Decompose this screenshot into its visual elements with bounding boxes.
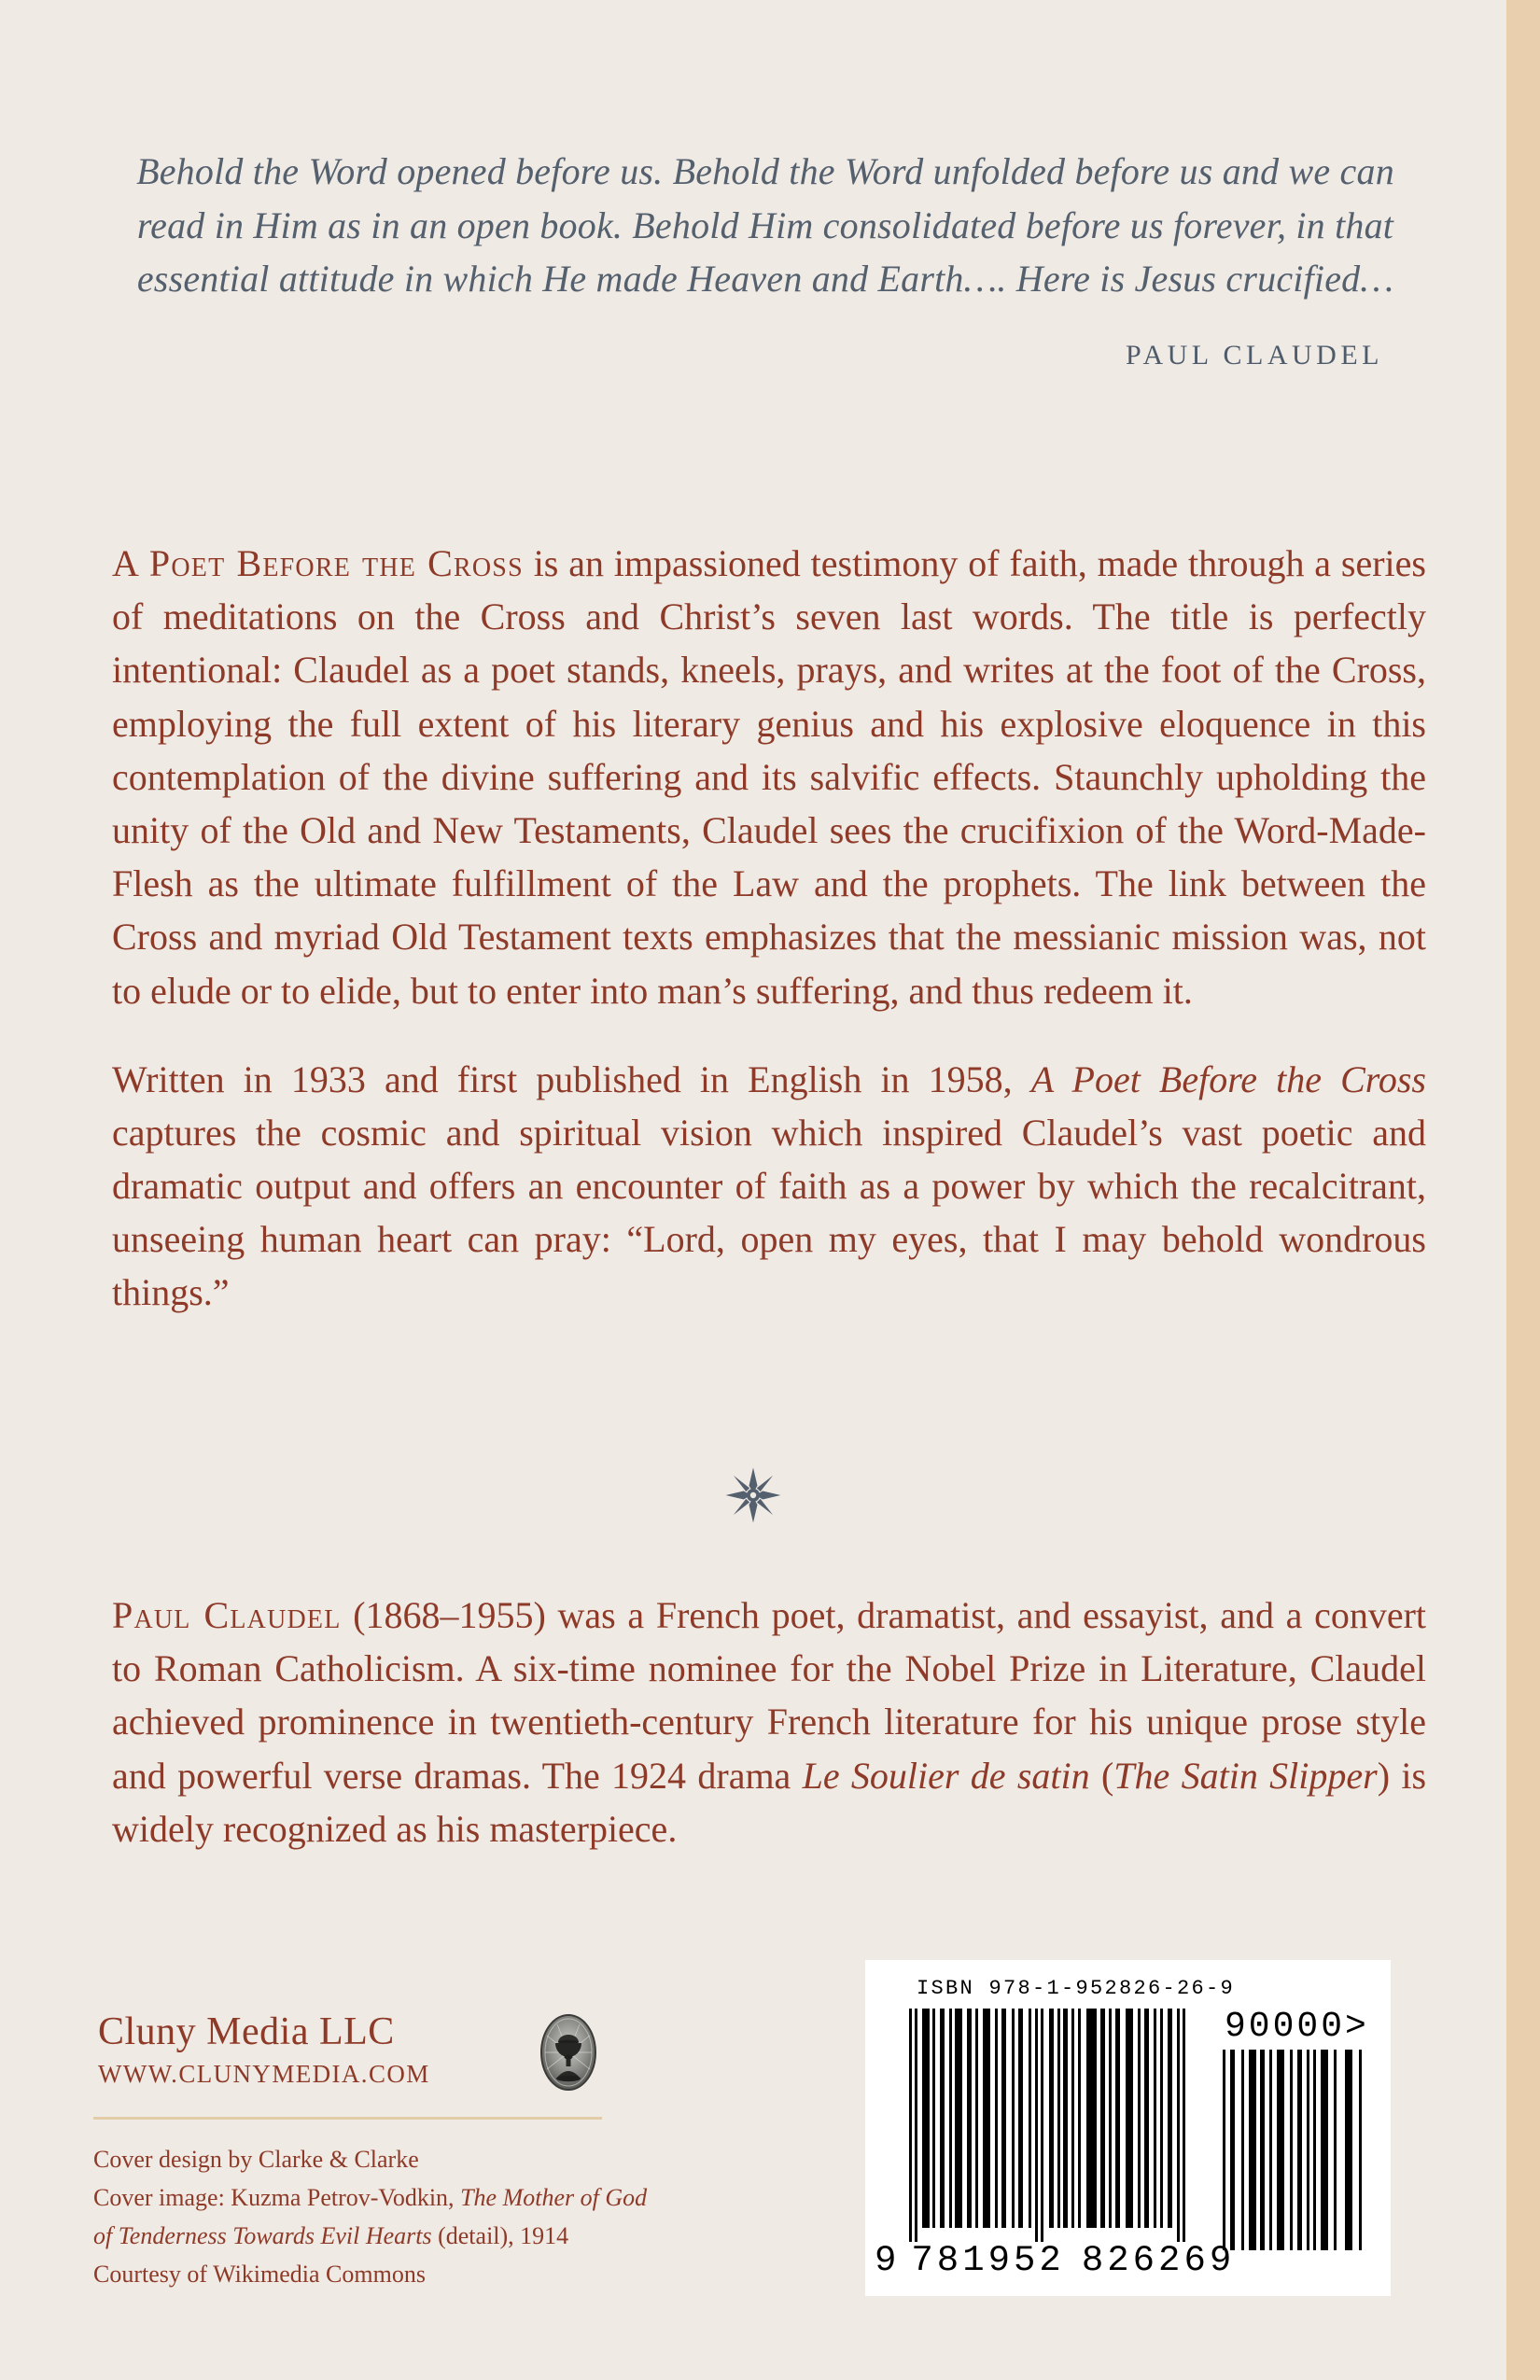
publisher-names [93,2011,430,2089]
description-paragraph-1 [112,537,1426,1017]
book-title-smallcaps: A Poet Before the Cross [112,542,524,584]
ean-digit-group-1: 781952 [911,2240,1065,2281]
credit-line [93,2178,719,2217]
credit-prefix: Cover design by Clarke & Clarke [93,2146,419,2173]
description-paragraph-2-text: captures the cosmic and spiritual vision which inspired Claudel’s vast poetic and dramatic output and offers an encounter of faith as a power by which the recalcitrant, unseeing human heart can pray: “Lord, open my eyes, that I may behold wondrous things.” [112,1111,1426,1314]
eight-pointed-star-icon [723,1465,783,1525]
spine-strip [1506,0,1540,2380]
epigraph-text: Behold the Word opened before us. Behold the Word unfolded before us and we can read in Him as in an open book. Behold Him consolidated before us forever, in that essential attitude in which He made Heaven and Earth…. Here is Jesus crucified… [136,150,1394,301]
author-bio-block [112,1589,1426,1855]
ean-digit-group-2: 826269 [1081,2240,1236,2281]
publisher-name: Cluny Media LLC [98,2010,395,2053]
ean-digit-lead: 9 [875,2240,897,2281]
author-bio-segment-3: ) is widely recognized as his masterpiece. [112,1754,1427,1850]
credit-prefix: Courtesy of Wikimedia Commons [93,2261,426,2289]
barcode-panel [865,1960,1391,2296]
ean5-addon-barcode-icon [1223,2050,1367,2250]
publisher-row [93,2011,719,2096]
credit-line [93,2255,719,2293]
description-paragraph-1-text: is an impassioned testimony of faith, made through a series of meditations on the Cross and Christ’s seven last words. The title is perfectly intentional: Claudel as a poet stands, kneels, prays, and writes at the foot of the Cross, employing the full extent of his literary genius and his explosive eloquence in this contemplation of the divine suffering and its salvific effects. Staunchly upholding the unity of the Old and New Testaments, Claudel sees the crucifixion of the Word-Made-Flesh as the ultimate fulfillment of the Law and the prophets. The link between the Cross and myriad Old Testament texts emphasizes that the messianic mission was, not to elude or to elide, but to enter into man’s suffering, and thus redeem it. [112,542,1426,1012]
ornament-divider [0,1465,1506,1525]
credits-block [93,2140,719,2293]
book-title-italic: A Poet Before the Cross [1030,1057,1426,1100]
publisher-url[interactable]: WWW.CLUNYMEDIA.COM [98,2060,430,2089]
work-title-italic-1: Le Soulier de satin [802,1754,1090,1797]
credit-line [93,2140,719,2178]
author-name-smallcaps: Paul Claudel [112,1594,342,1636]
author-bio-segment-2: ( [1089,1754,1114,1797]
credit-prefix: Cover image: Kuzma Petrov-Vodkin, [93,2184,461,2212]
author-bio-paragraph [112,1589,1426,1855]
ean13-barcode-icon [909,2009,1208,2242]
chalice-medallion-logo-icon [539,2013,597,2092]
ean13-digits [875,2240,1236,2281]
epigraph-attribution: PAUL CLAUDEL [1126,339,1383,371]
publisher-logo [539,2013,597,2096]
credit-line [93,2217,719,2255]
colophon-block [93,2011,719,2293]
description-paragraph-2 [112,1053,1426,1320]
price-addon-digits: 90000> [1225,2007,1369,2047]
work-title-italic-2: The Satin Slipper [1113,1754,1378,1797]
credit-suffix: (detail), 1914 [431,2222,569,2250]
credit-italic: The Mother of God [460,2184,648,2212]
colophon-divider-rule [93,2117,602,2120]
epigraph-block [112,145,1419,371]
description-block [112,537,1426,1320]
isbn-label: ISBN 978-1-952826-26-9 [917,1977,1236,2000]
credit-italic: of Tenderness Towards Evil Hearts [93,2222,432,2250]
author-bio-segment-1: (1868–1955) was a French poet, dramatist, and essayist, and a convert to Roman Catholicism. A six-time nominee for the Nobel Prize in Literature, Claudel achieved prominence in twentieth-century French literature for his unique prose style and powerful verse dramas. The 1924 drama [112,1594,1427,1797]
description-paragraph-2-lead: Written in 1933 and first published in English in 1958, [112,1057,1031,1100]
